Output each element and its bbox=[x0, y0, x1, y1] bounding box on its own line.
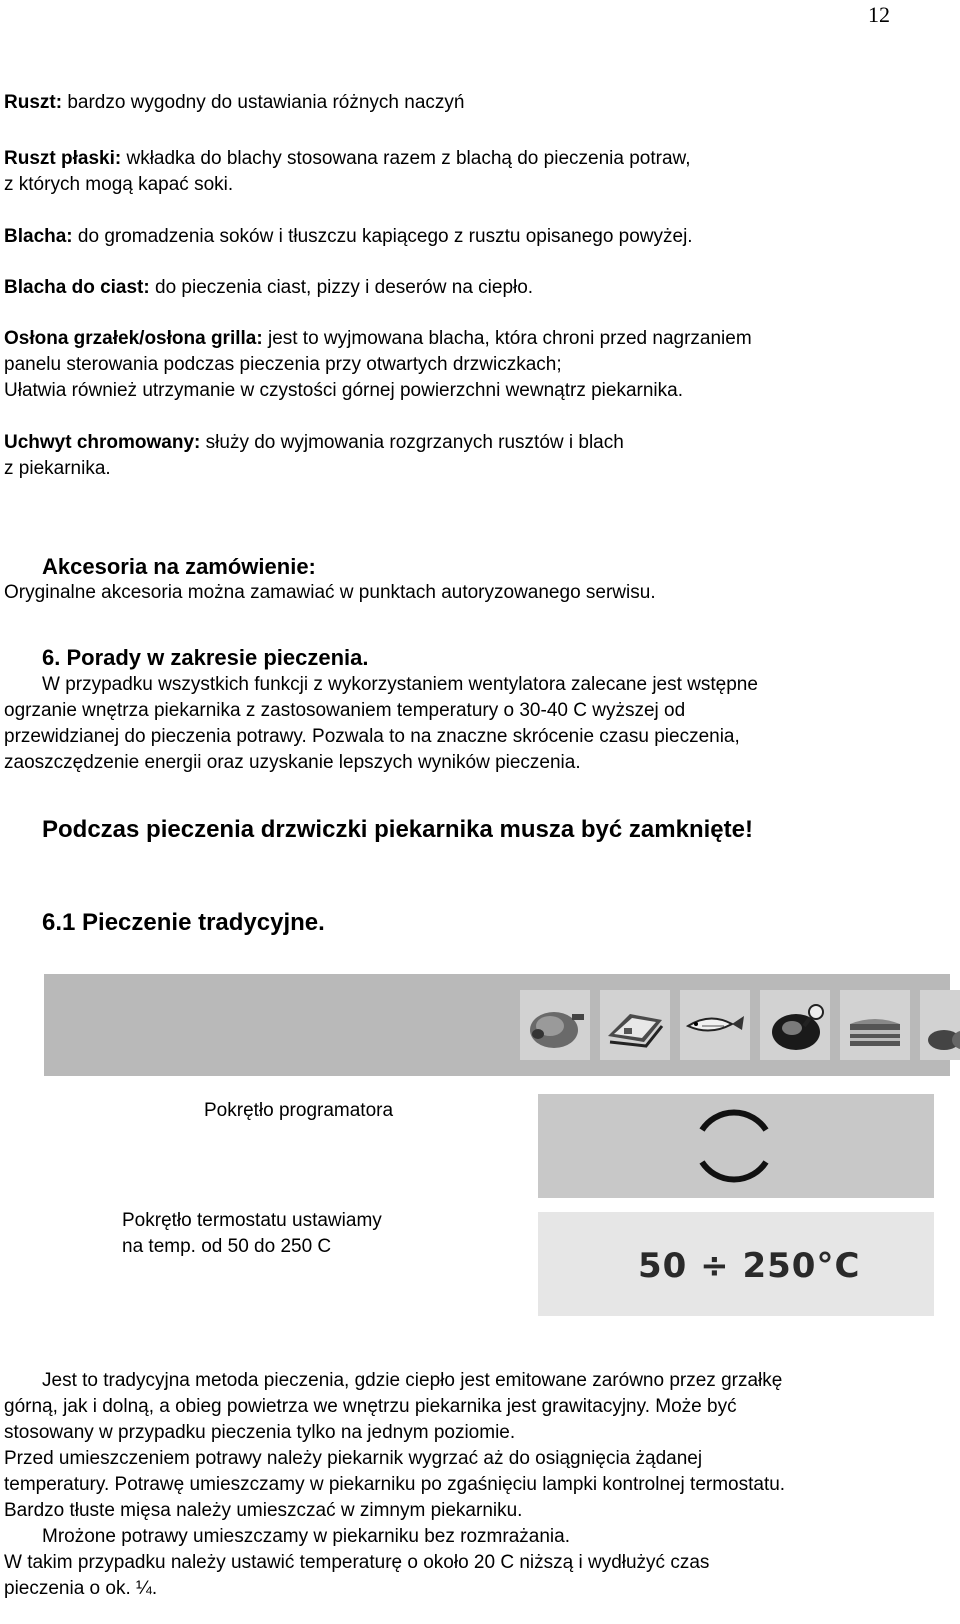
body-line: pieczenia o ok. ¼. bbox=[4, 1578, 158, 1599]
body-line: Bardzo tłuste mięsa należy umieszczać w zimnym piekarniku. bbox=[4, 1500, 523, 1521]
term: Osłona grzałek/osłona grilla: bbox=[4, 328, 263, 349]
vegetables-icon bbox=[920, 990, 960, 1060]
term: Ruszt: bbox=[4, 92, 63, 113]
desc: bardzo wygodny do ustawiania różnych naczyń bbox=[62, 92, 465, 113]
term: Ruszt płaski: bbox=[4, 148, 122, 169]
accessory-blacha-ciast bbox=[4, 275, 944, 301]
term: Uchwyt chromowany: bbox=[4, 432, 201, 453]
food-icon-strip bbox=[44, 974, 950, 1076]
body-line: Przed umieszczeniem potrawy należy piekarnik wygrzać aż do osiągnięcia żądanej bbox=[4, 1448, 703, 1469]
body-line: Jest to tradycyjna metoda pieczenia, gdzie ciepło jest emitowane zarówno przez grzałkę bbox=[42, 1370, 783, 1391]
desc-line3: Ułatwia również utrzymanie w czystości górnej powierzchni wewnątrz piekarnika. bbox=[4, 380, 683, 401]
fish-icon bbox=[680, 990, 750, 1060]
porady-paragraph bbox=[4, 672, 944, 776]
thermostat-label-line1: Pokrętło termostatu ustawiamy bbox=[122, 1210, 382, 1231]
thermostat-range-box bbox=[538, 1212, 934, 1316]
desc: do pieczenia ciast, pizzy i deserów na ciepło. bbox=[149, 277, 534, 298]
desc-line2: z których mogą kapać soki. bbox=[4, 174, 234, 195]
body-line: temperatury. Potrawę umieszczamy w piekarniku po zgaśnięciu lampki kontrolnej termostatu. bbox=[4, 1474, 786, 1495]
desc: do gromadzenia soków i tłuszczu kapiącego z rusztu opisanego powyżej. bbox=[72, 226, 693, 247]
desc-line2: z piekarnika. bbox=[4, 458, 111, 479]
porady-line: przewidzianej do pieczenia potrawy. Pozwala to na znaczne skrócenie czasu pieczenia, bbox=[4, 726, 740, 747]
page-number: 12 bbox=[868, 2, 890, 27]
akcesoria-text: Oryginalne akcesoria można zamawiać w punktach autoryzowanego serwisu. bbox=[4, 582, 656, 603]
desc: jest to wyjmowana blacha, która chroni przed nagrzaniem bbox=[262, 328, 752, 349]
porady-heading: 6. Porady w zakresie pieczenia. bbox=[42, 645, 369, 670]
bread-icon bbox=[600, 990, 670, 1060]
body-line: górną, jak i dolną, a obieg powietrza we wnętrzu piekarnika jest grawitacyjny. Może być bbox=[4, 1396, 737, 1417]
section-61-heading: 6.1 Pieczenie tradycyjne. bbox=[42, 909, 325, 936]
body-line: W takim przypadku należy ustawić temperaturę o około 20 C niższą i wydłużyć czas bbox=[4, 1552, 710, 1573]
body-line: stosowany w przypadku pieczenia tylko na jednym poziomie. bbox=[4, 1422, 516, 1443]
programmer-knob bbox=[538, 1094, 934, 1198]
term: Blacha: bbox=[4, 226, 73, 247]
desc: służy do wyjmowania rozgrzanych rusztów i blach bbox=[200, 432, 624, 453]
porady-line: W przypadku wszystkich funkcji z wykorzystaniem wentylatora zalecane jest wstępne bbox=[42, 674, 758, 695]
poultry-icon bbox=[760, 990, 830, 1060]
accessory-blacha bbox=[4, 224, 944, 250]
temperature-range: 50 ÷ 250°C bbox=[638, 1246, 861, 1286]
accessory-ruszt bbox=[4, 90, 944, 116]
desc: wkładka do blachy stosowana razem z blachą do pieczenia potraw, bbox=[121, 148, 691, 169]
porady-line: ogrzanie wnętrza piekarnika z zastosowaniem temperatury o 30-40 C wyższej od bbox=[4, 700, 686, 721]
meat-icon bbox=[520, 990, 590, 1060]
body-line: Mrożone potrawy umieszczamy w piekarniku bez rozmrażania. bbox=[42, 1526, 570, 1547]
term: Blacha do ciast: bbox=[4, 277, 150, 298]
programmer-knob-label: Pokrętło programatora bbox=[204, 1100, 394, 1121]
accessory-ruszt-plaski bbox=[4, 146, 944, 198]
porady-line: zaoszczędzenie energii oraz uzyskanie lepszych wyników pieczenia. bbox=[4, 752, 581, 773]
accessory-uchwyt bbox=[4, 430, 944, 482]
desc-line2: panelu sterowania podczas pieczenia przy otwartych drzwiczkach; bbox=[4, 354, 562, 375]
knob-dial-icon bbox=[688, 1100, 780, 1192]
akcesoria-heading: Akcesoria na zamówienie: bbox=[42, 554, 316, 579]
door-warning: Podczas pieczenia drzwiczki piekarnika musza być zamknięte! bbox=[42, 816, 753, 843]
thermostat-label-line2: na temp. od 50 do 250 C bbox=[122, 1236, 332, 1257]
accessory-oslona bbox=[4, 326, 944, 404]
thermostat-label bbox=[122, 1208, 482, 1260]
traditional-baking-text bbox=[4, 1368, 944, 1602]
cake-icon bbox=[840, 990, 910, 1060]
